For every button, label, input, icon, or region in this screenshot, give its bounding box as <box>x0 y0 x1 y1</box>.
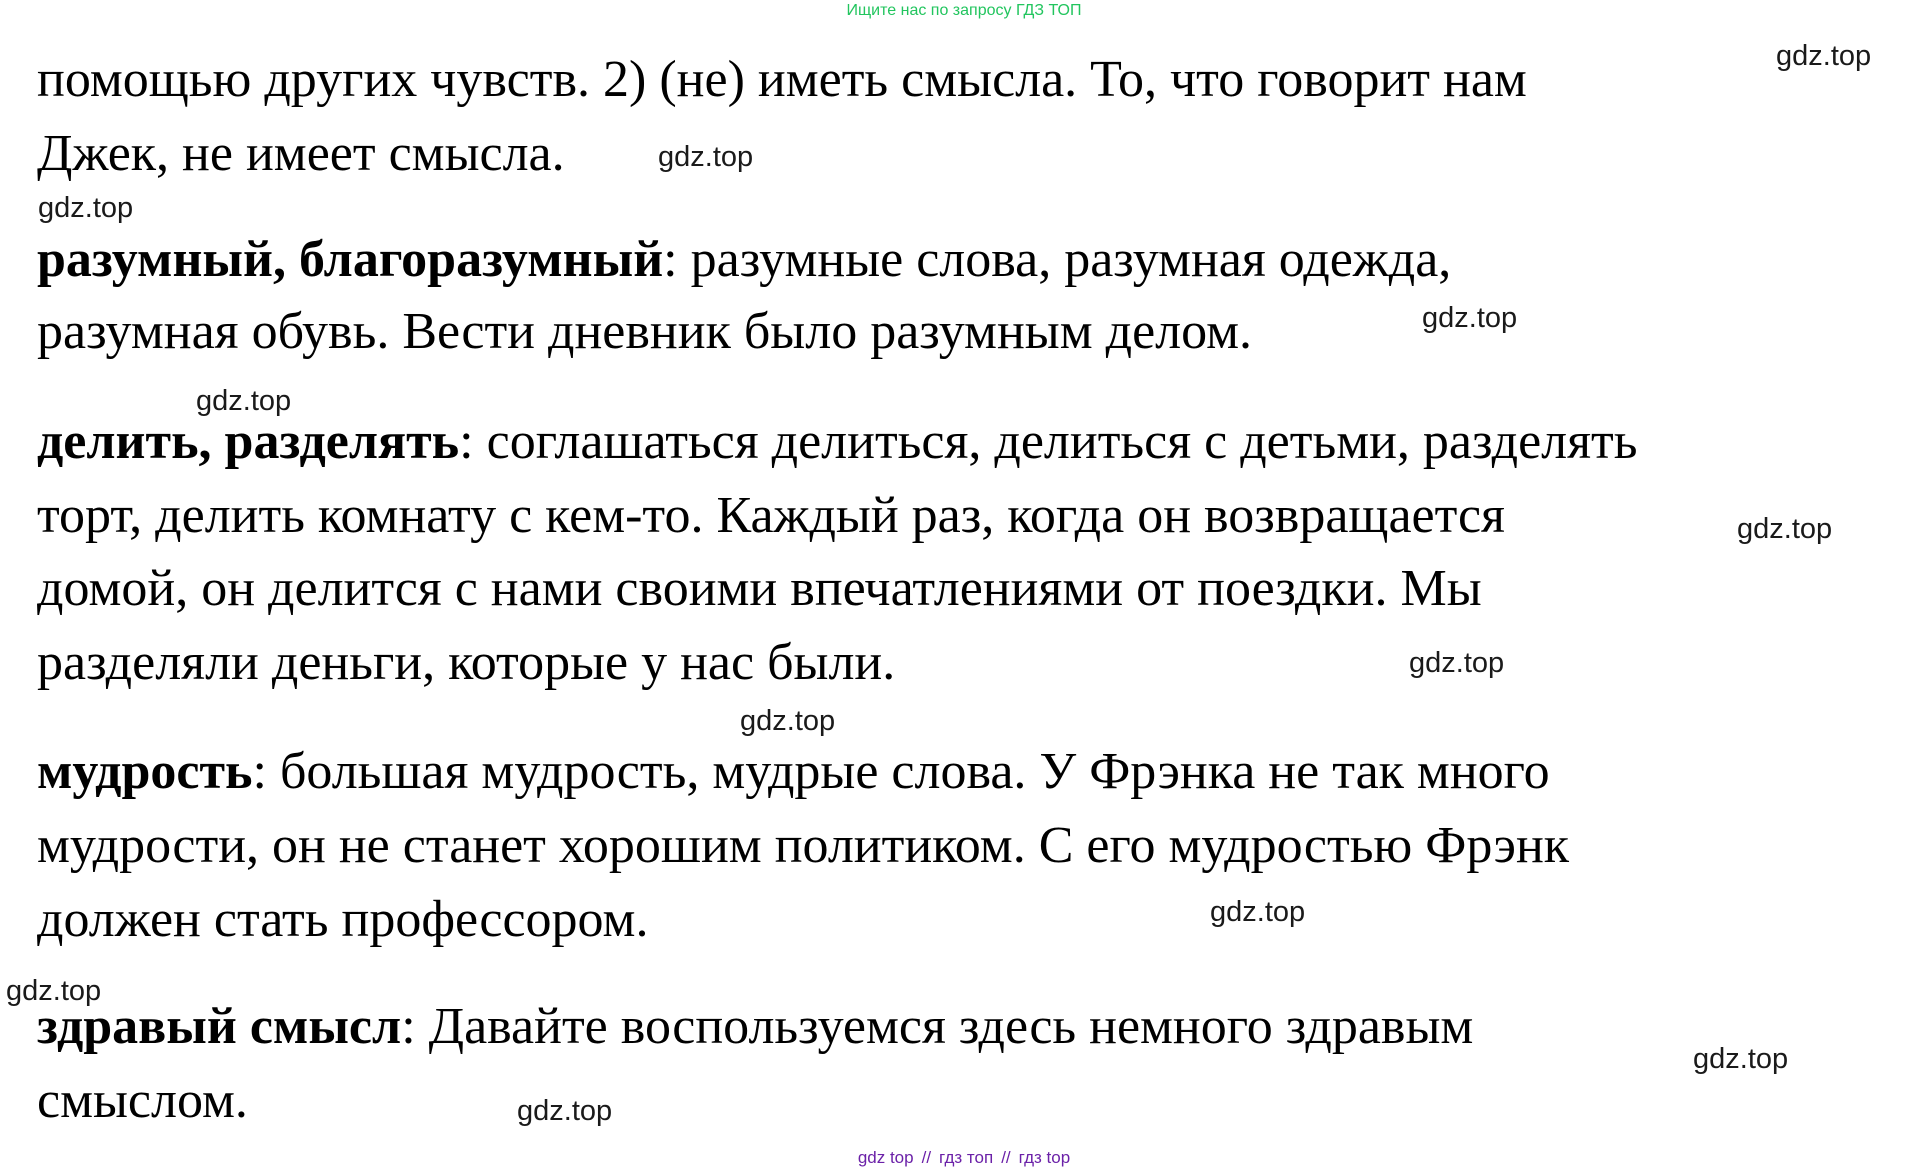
p2-line1 <box>37 412 1637 472</box>
p1-term: разумный, благоразумный <box>37 231 664 288</box>
p1-line1-rest: : разумные слова, разумная одежда, <box>663 231 1452 288</box>
p3-line3: должен стать профессором. <box>37 891 649 948</box>
p3-term: мудрость <box>37 743 253 800</box>
watermark: gdz.top <box>1693 1043 1789 1075</box>
watermark: gdz.top <box>1422 302 1518 334</box>
p3-line1 <box>37 742 1550 802</box>
p4-line1 <box>37 997 1473 1057</box>
p2-term: делить, разделять <box>37 413 460 470</box>
p1-line1 <box>37 230 1451 290</box>
watermark: gdz.top <box>517 1095 613 1127</box>
p3-line2: мудрости, он не станет хорошим политиком. С его мудростью Фрэнк <box>37 817 1570 874</box>
p2-line3: домой, он делится с нами своими впечатлениями от поездки. Мы <box>37 560 1482 617</box>
top-banner: Ищите нас по запросу ГДЗ ТОП <box>846 2 1082 19</box>
p2-line4: разделяли деньги, которые у нас были. <box>37 634 896 691</box>
p1-line2: разумная обувь. Вести дневник было разумным делом. <box>37 303 1253 360</box>
watermark: gdz.top <box>6 975 102 1007</box>
watermark: gdz.top <box>740 705 836 737</box>
watermark: gdz.top <box>1776 40 1872 72</box>
watermark: gdz.top <box>1737 513 1833 545</box>
p0-line1: помощью других чувств. 2) (не) иметь смысла. То, что говорит нам <box>37 51 1527 108</box>
p4-line1-rest: : Давайте воспользуемся здесь немного здравым <box>401 998 1474 1055</box>
p4-line2: смыслом. <box>37 1072 248 1129</box>
watermark: gdz.top <box>38 192 134 224</box>
footer-item: gdz top <box>857 1148 914 1167</box>
footer <box>0 1148 1928 1168</box>
p0-line2: Джек, не имеет смысла. <box>37 125 565 182</box>
watermark: gdz.top <box>658 141 754 173</box>
watermark: gdz.top <box>1210 896 1306 928</box>
footer-separator: // <box>921 1148 932 1167</box>
p2-line1-rest: : соглашаться делиться, делиться с детьми, разделять <box>459 413 1638 470</box>
footer-item: гдз топ <box>939 1148 994 1167</box>
watermark: gdz.top <box>1409 647 1505 679</box>
footer-item: гдз top <box>1018 1148 1071 1167</box>
watermark: gdz.top <box>196 385 292 417</box>
p3-line1-rest: : большая мудрость, мудрые слова. У Фрэнка не так много <box>252 743 1550 800</box>
p2-line2: торт, делить комнату с кем-то. Каждый раз, когда он возвращается <box>37 487 1505 544</box>
p4-term: здравый смысл <box>37 998 402 1055</box>
footer-separator: // <box>1001 1148 1011 1167</box>
